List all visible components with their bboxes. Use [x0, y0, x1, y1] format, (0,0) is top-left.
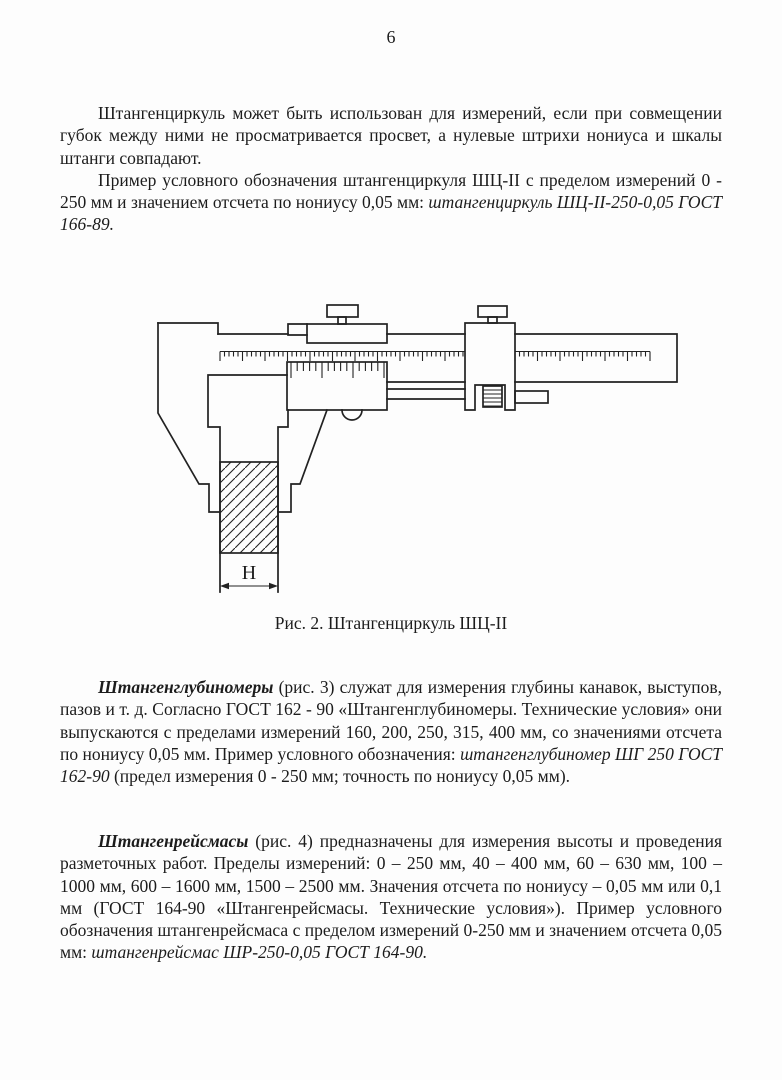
page-number: 6	[386, 27, 396, 47]
text-run: (рис. 4) предназначены для измерения высоты и проведения разметочных работ. Пределы измерений: 0 – 250 мм, 40 – 400 мм, 60 – 630 мм, 100 – 1000 мм, 600 – 1600 мм, 1500 – 2500 мм. Значения отсчета по нониусу – 0,05 мм или 0,1 мм (ГОСТ 164-90 «Штангенрейсмасы. Технические условия»). Пример условного обозначения штангенрейсмаса с пределом измерений 0-250 мм и значением отсчета 0,05 мм:	[60, 831, 722, 963]
caliper-figure	[155, 298, 680, 608]
paragraph	[60, 169, 722, 236]
paragraph-block-reysmasy	[60, 830, 722, 964]
text-run: штангенглубиномер ШГ 250 ГОСТ 162-90	[60, 743, 722, 787]
vernier-scale	[291, 362, 384, 378]
text-run: штангенциркуль ШЦ-II-250-0,05 ГОСТ 166-89.	[60, 192, 722, 235]
microfeed-screw	[478, 306, 507, 323]
text-run: Штангенглубиномеры	[98, 677, 274, 697]
ruler-scale	[220, 352, 650, 362]
clamp-screw	[327, 305, 358, 324]
movable-jaw	[278, 410, 327, 592]
vernier-slider	[287, 362, 387, 420]
paragraph	[60, 676, 722, 787]
figure-caption: Рис. 2. Штангенциркуль ШЦ-II	[274, 613, 508, 633]
workpiece-hatched	[220, 462, 278, 553]
paragraph	[60, 830, 722, 964]
text-run: Штангенциркуль может быть использован для измерений, если при совмещении губок между ними не просматривается просвет, а нулевые штрихи нониуса и шкалы штанги совпадают.	[60, 103, 722, 168]
feed-rod	[387, 389, 548, 403]
paragraph	[60, 102, 722, 169]
clamp-block	[288, 324, 387, 343]
paragraph-block-glubinomery	[60, 676, 722, 787]
text-run: штангенрейсмас ШР-250-0,05 ГОСТ 164-90.	[91, 942, 428, 963]
text-run: Штангенрейсмасы	[98, 831, 249, 851]
caliper-drawing	[155, 298, 680, 608]
reference-bump	[342, 410, 362, 420]
paragraph-block-shtangencirkul	[60, 102, 722, 236]
text-run: (рис. 3) служат для измерения глубины канавок, выступов, пазов и т. д. Согласно ГОСТ 162 - 90 «Штангенглубиномеры. Технические условия» они выпускаются с пределами измерений 160, 200, 250, 315, 400 мм, со значениями отсчета по нониусу 0,05 мм. Пример условного обозначения:	[60, 677, 722, 764]
text-run: (предел измерения 0 - 250 мм; точность по нониусу 0,05 мм).	[109, 766, 571, 787]
knurled-nut	[483, 386, 502, 407]
text-run: Пример условного обозначения штангенциркуля ШЦ-II с пределом измерений 0 - 250 мм и значением отсчета по нониусу 0,05 мм:	[60, 169, 722, 213]
dimension-label: H	[241, 562, 257, 584]
microfeed-frame	[465, 323, 515, 410]
